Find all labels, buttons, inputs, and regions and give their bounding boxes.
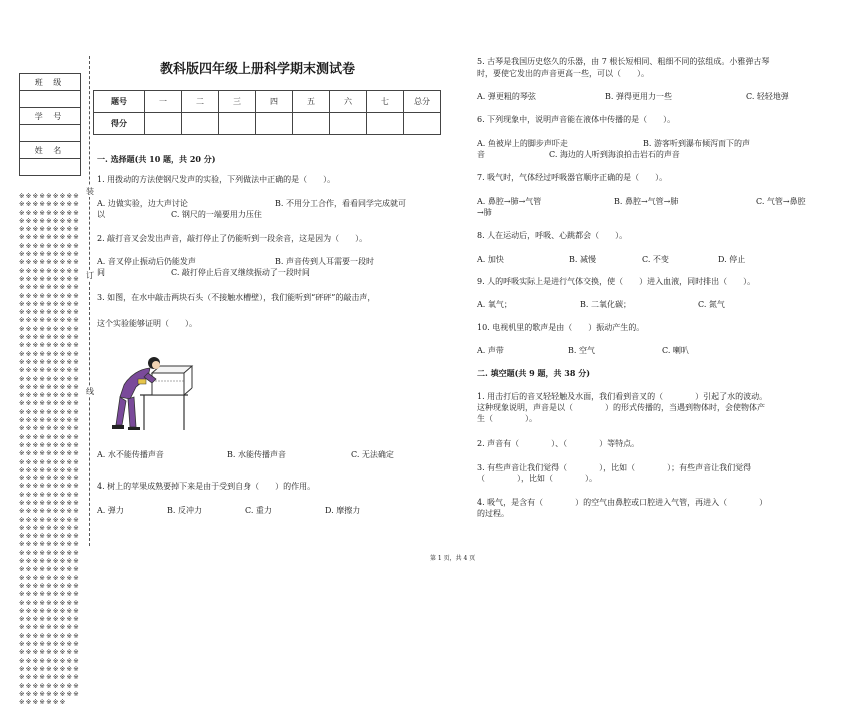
q7-option-c-cont: →肺 <box>477 208 492 217</box>
binding-dashed-line <box>89 56 90 546</box>
q8-option-a: A. 加快 <box>477 255 504 264</box>
fill-q4-line2: 的过程。 <box>477 509 509 518</box>
section1-heading: 一. 选择题(共 10 题，共 20 分) <box>97 154 216 164</box>
score-table-col: 七 <box>367 91 404 113</box>
score-cell[interactable] <box>182 113 219 135</box>
name-label: 姓 名 <box>20 142 81 159</box>
score-table-col: 一 <box>145 91 182 113</box>
page-title: 教科版四年级上册科学期末测试卷 <box>160 62 356 77</box>
score-cell[interactable] <box>330 113 367 135</box>
q7-option-a: A. 鼻腔→肺→气管 <box>477 197 542 206</box>
q1-option-c: C. 钢尺的一端要用力压住 <box>171 210 262 219</box>
q9-option-a: A. 氧气； <box>477 300 512 309</box>
q4-option-b: B. 反冲力 <box>167 506 202 515</box>
q2-stem: 2. 敲打音叉会发出声音，敲打停止了仍能听到一段余音，这是因为（ ）。 <box>97 234 368 243</box>
q6-option-c: C. 海边的人听到海浪拍击岩石的声音 <box>549 150 680 159</box>
q9-stem: 9. 人的呼吸实际上是进行气体交换，使（ ）进入血液，同时排出（ ）。 <box>477 277 756 286</box>
q5-option-b: B. 弹得更用力一些 <box>605 92 672 101</box>
q4-stem: 4. 树上的苹果成熟要掉下来是由于受到自身（ ）的作用。 <box>97 482 316 491</box>
q3-stem-cont: 这个实验能够证明（ ）。 <box>97 319 197 328</box>
class-field[interactable] <box>20 91 81 108</box>
q8-option-c: C. 不变 <box>642 255 669 264</box>
student-id-field[interactable] <box>20 125 81 142</box>
q9-option-c: C. 氮气 <box>698 300 725 309</box>
score-table-col: 五 <box>293 91 330 113</box>
q7-stem: 7. 吸气时，气体经过呼吸器官顺序正确的是（ ）。 <box>477 173 668 182</box>
water-tank-illustration <box>110 355 190 431</box>
q1-option-b: B. 不用分工合作，看看同学完成就可 <box>275 199 406 208</box>
q3-stem: 3. 如图，在水中敲击两块石头（不接触水槽壁），我们能听到“砰砰”的敲击声， <box>97 293 376 302</box>
q1-option-a: A. 边做实验，边大声讨论 <box>97 199 188 208</box>
q6-stem: 6. 下列现象中，说明声音能在液体中传播的是（ ）。 <box>477 115 676 124</box>
q8-option-b: B. 减慢 <box>569 255 596 264</box>
score-table-col: 总分 <box>404 91 441 113</box>
binding-char-xian: 线 <box>86 387 94 396</box>
fill-q1-line2: 这种现象说明，声音是以（ ）的形式传播的，当遇到物体时，会使物体产 <box>477 403 765 412</box>
q9-option-b: B. 二氧化碳； <box>580 300 631 309</box>
binding-char-zhuang: 装 <box>86 187 94 196</box>
score-cell[interactable] <box>145 113 182 135</box>
fill-q3-line1: 3. 有些声音让我们觉得（ ），比如（ ）；有些声音让我们觉得 <box>477 463 752 472</box>
score-cell[interactable] <box>367 113 404 135</box>
score-table-col: 四 <box>256 91 293 113</box>
fill-q3-line2: （ ），比如（ ）。 <box>477 474 597 483</box>
score-table <box>93 90 441 135</box>
score-cell[interactable] <box>293 113 330 135</box>
q6-option-b: B. 游客听到瀑布倾泻而下的声 <box>643 139 750 148</box>
fill-q4-line1: 4. 吸气，是含有（ ）的空气由鼻腔或口腔进入气管，再进入（ ） <box>477 498 768 507</box>
q7-option-c: C. 气管→鼻腔 <box>756 197 806 206</box>
q5-option-a: A. 弹更粗的琴弦 <box>477 92 536 101</box>
q10-option-a: A. 声带 <box>477 346 504 355</box>
q6-option-a: A. 鱼被岸上的脚步声吓走 <box>477 139 568 148</box>
decorative-star-pattern: ※ ※ ※ ※ ※ ※ ※ ※ ※ ※ ※ ※ ※ ※ ※ ※ ※ ※ ※ ※ ※ ※ ※ ※ ※ ※ ※ ※ ※ ※ ※ ※ ※ ※ ※ ※ ※ ※ ※ ※ ※ ※ ※ ※ ※ ※ ※ ※ ※ ※ ※ ※ ※ ※ ※ ※ ※ ※ ※ ※ ※ ※ ※ ※ ※ ※ ※ ※ ※ ※ ※ ※ ※ ※ ※ ※ ※ ※ ※ ※ ※ ※ ※ ※ ※ ※ ※ ※ ※ ※ ※ ※ ※ ※ ※ ※ ※ ※ ※ ※ ※ ※ ※ ※ ※ ※ ※ ※ ※ ※ ※ ※ ※ ※ ※ ※ ※ ※ ※ ※ ※ ※ ※ ※ ※ ※ ※ ※ ※ ※ ※ ※ ※ ※ ※ ※ ※ ※ ※ ※ ※ ※ ※ ※ ※ ※ ※ ※ ※ ※ ※ ※ ※ ※ ※ ※ ※ ※ ※ ※ ※ ※ ※ ※ ※ ※ ※ ※ ※ ※ ※ ※ ※ ※ ※ ※ ※ ※ ※ ※ ※ ※ ※ ※ ※ ※ ※ ※ ※ ※ ※ ※ ※ ※ ※ ※ ※ ※ ※ ※ ※ ※ ※ ※ ※ ※ ※ ※ ※ ※ ※ ※ ※ ※ ※ ※ ※ ※ ※ ※ ※ ※ ※ ※ ※ ※ ※ ※ ※ ※ ※ ※ ※ ※ ※ ※ ※ ※ ※ ※ ※ ※ ※ ※ ※ ※ ※ ※ ※ ※ ※ ※ ※ ※ ※ ※ ※ ※ ※ ※ ※ ※ ※ ※ ※ ※ ※ ※ ※ ※ ※ ※ ※ ※ ※ ※ ※ ※ ※ ※ ※ ※ ※ ※ ※ ※ ※ ※ ※ ※ ※ ※ ※ ※ ※ ※ ※ ※ ※ ※ ※ ※ ※ ※ ※ ※ ※ ※ ※ ※ ※ ※ ※ ※ ※ ※ ※ ※ ※ ※ ※ ※ ※ ※ ※ ※ ※ ※ ※ ※ ※ ※ ※ ※ ※ ※ ※ ※ ※ ※ ※ ※ ※ ※ ※ ※ ※ ※ ※ ※ ※ ※ ※ ※ ※ ※ ※ ※ ※ ※ ※ ※ ※ ※ ※ ※ ※ ※ ※ ※ ※ ※ ※ ※ ※ ※ ※ ※ ※ ※ ※ ※ ※ ※ ※ ※ ※ ※ ※ ※ ※ ※ ※ ※ ※ ※ ※ ※ ※ ※ ※ ※ ※ ※ ※ ※ ※ ※ ※ ※ ※ ※ ※ ※ ※ ※ ※ ※ ※ ※ ※ ※ ※ ※ ※ ※ ※ ※ ※ ※ ※ ※ ※ ※ ※ ※ ※ ※ ※ ※ ※ ※ ※ ※ ※ ※ ※ ※ ※ ※ ※ ※ ※ ※ ※ ※ ※ ※ ※ ※ ※ ※ ※ ※ ※ ※ ※ ※ ※ ※ ※ ※ ※ ※ ※ ※ ※ ※ ※ ※ ※ ※ ※ ※ ※ ※ ※ ※ ※ ※ ※ ※ ※ ※ ※ ※ ※ ※ ※ ※ ※ ※ ※ ※ ※ ※ ※ ※ ※ ※ ※ ※ ※ ※ ※ ※ ※ ※ ※ ※ ※ ※ ※ ※ ※ ※ ※ ※ ※ ※ ※ ※ ※ ※ ※ ※ ※ ※ ※ ※ ※ ※ ※ ※ ※ ※ ※ ※ ※ ※ ※ ※ ※ ※ ※ ※ <box>19 192 79 706</box>
score-cell[interactable] <box>219 113 256 135</box>
q2-option-c: C. 敲打停止后音叉继续振动了一段时间 <box>171 268 310 277</box>
section2-heading: 二. 填空题(共 9 题，共 38 分) <box>477 368 590 378</box>
fill-q1-line1: 1. 用击打后的音叉轻轻触及水面，我们看到音叉的（ ）引起了水的波动。 <box>477 392 768 401</box>
score-cell[interactable] <box>256 113 293 135</box>
score-table-row-label: 题号 <box>94 91 145 113</box>
q5-option-c: C. 轻轻地弹 <box>746 92 789 101</box>
page-footer: 第 1 页，共 4 页 <box>430 555 476 562</box>
q3-option-a: A. 水不能传播声音 <box>97 450 164 459</box>
q2-option-b-cont: 间 <box>97 268 105 277</box>
q7-option-b: B. 鼻腔→气管→肺 <box>614 197 679 206</box>
q8-option-d: D. 停止 <box>718 255 746 264</box>
q8-stem: 8. 人在运动后，呼吸、心跳都会（ ）。 <box>477 231 628 240</box>
q2-option-b: B. 声音传到人耳需要一段时 <box>275 257 374 266</box>
fill-q1-line3: 生（ ）。 <box>477 414 537 423</box>
score-cell[interactable] <box>404 113 441 135</box>
binding-char-ding: 订 <box>86 271 94 280</box>
score-table-col: 六 <box>330 91 367 113</box>
q1-option-b-cont: 以 <box>97 210 105 219</box>
q10-option-c: C. 喇叭 <box>662 346 689 355</box>
q10-stem: 10. 电视机里的歌声是由（ ）振动产生的。 <box>477 323 645 332</box>
fill-q2-line1: 2. 声音有（ ）、（ ）等特点。 <box>477 439 640 448</box>
score-table-col: 三 <box>219 91 256 113</box>
q4-option-c: C. 重力 <box>245 506 272 515</box>
class-label: 班 级 <box>20 74 81 91</box>
q6-option-b-cont: 音 <box>477 150 485 159</box>
q5-stem-cont: 时，要使它发出的声音更高一些，可以（ ）。 <box>477 69 649 78</box>
q3-option-b: B. 水能传播声音 <box>227 450 286 459</box>
score-table-col: 二 <box>182 91 219 113</box>
q5-stem: 5. 古琴是我国历史悠久的乐器，由 7 根长短相同、粗细不同的弦组成。小雅弹古琴 <box>477 57 770 66</box>
q4-option-a: A. 弹力 <box>97 506 124 515</box>
student-info-table <box>19 73 81 176</box>
student-id-label: 学 号 <box>20 108 81 125</box>
q1-stem: 1. 用拨动的方法使钢尺发声的实验，下列做法中正确的是（ ）。 <box>97 175 336 184</box>
q4-option-d: D. 摩擦力 <box>325 506 361 515</box>
score-table-row-label: 得分 <box>94 113 145 135</box>
name-field[interactable] <box>20 159 81 176</box>
q3-option-c: C. 无法确定 <box>351 450 394 459</box>
q2-option-a: A. 音叉停止振动后仍能发声 <box>97 257 196 266</box>
q10-option-b: B. 空气 <box>568 346 595 355</box>
